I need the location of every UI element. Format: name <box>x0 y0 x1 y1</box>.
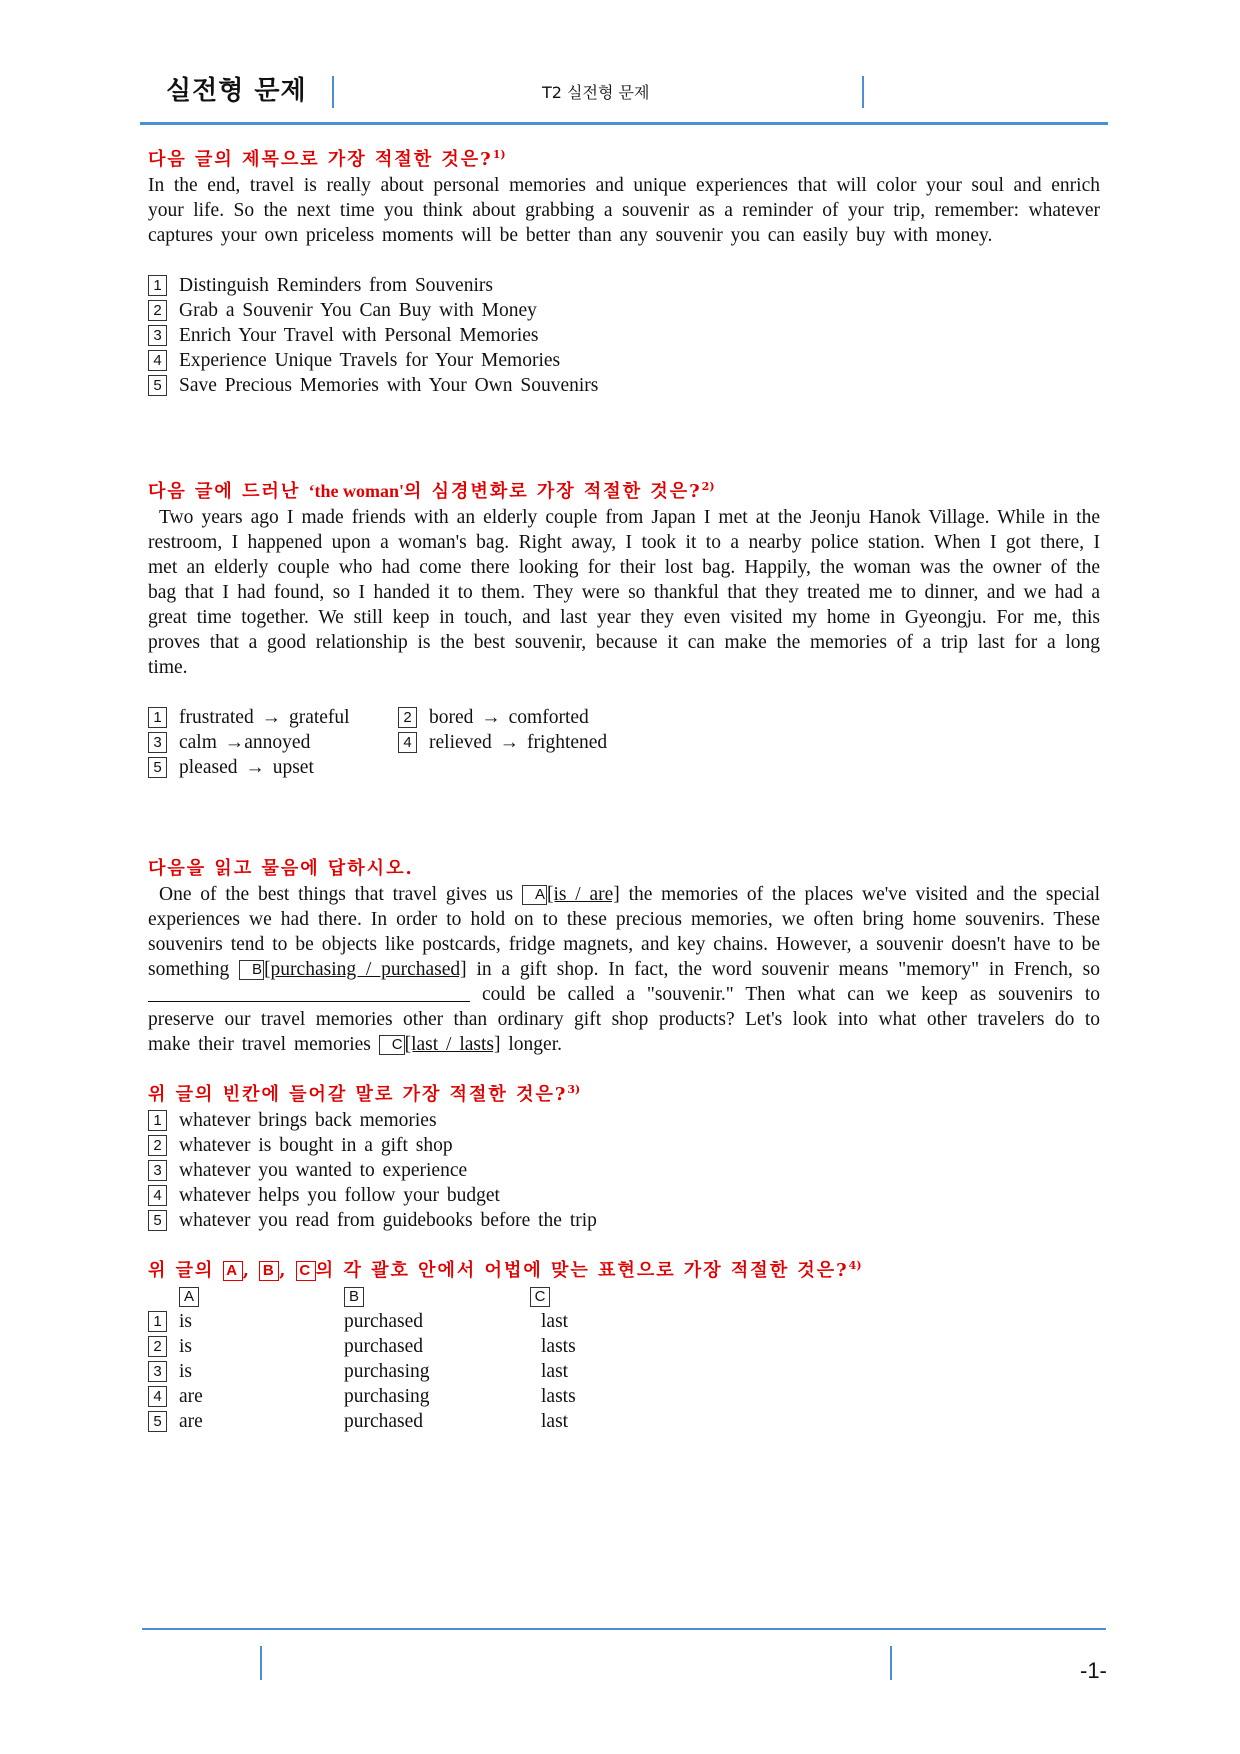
footer-rule <box>142 1628 1106 1630</box>
option[interactable]: 1 is purchased last <box>148 1309 1100 1334</box>
question-title: 위 글의 빈칸에 들어갈 말로 가장 적절한 것은?$^{3)}$ <box>148 1083 581 1105</box>
passage: Two years ago I made friends with an elderly couple from Japan I met at the Jeonju Hanok Village. While in the restroom, I happened upon a woman's bag. Right away, I took it to a nearby police station. When I got there, I met an elderly couple who had come there looking for their lost bag. Happily, the woman was the owner of the bag that I had found, so I handed it to them. They were so thankful that they treated me to dinner, and we had a great time together. We still keep in touch, and last year they even visited my home in Gyeongju. For me, this proves that a good relationship is the best souvenir, because it can make the memories of a trip last for a long time. <box>148 507 1100 678</box>
option[interactable]: 2 is purchased lasts <box>148 1334 1100 1359</box>
worksheet-content <box>148 142 1100 1434</box>
option[interactable]: 4 Experience Unique Travels for Your Memories <box>148 348 1100 373</box>
option[interactable]: 4 relieved → frightened <box>398 730 607 755</box>
column-headers <box>148 1284 1100 1309</box>
column-b-label: B <box>344 1287 364 1307</box>
option[interactable]: 2 Grab a Souvenir You Can Buy with Money <box>148 298 1100 323</box>
option[interactable]: 3 whatever you wanted to experience <box>148 1158 1100 1183</box>
option[interactable]: 3 is purchasing last <box>148 1359 1100 1384</box>
option[interactable]: 5 pleased → upset <box>148 755 1100 780</box>
label-b: B <box>239 960 264 980</box>
question-2 <box>148 474 1100 780</box>
option[interactable]: 5 whatever you read from guidebooks before the trip <box>148 1208 1100 1233</box>
header-divider <box>332 76 334 108</box>
question-title: 다음 글에 드러난 ‘the woman'의 심경변화로 가장 적절한 것은?$^{2)}$ <box>148 480 715 502</box>
footer-divider <box>890 1646 892 1680</box>
question-title: 위 글의 A , B , C 의 각 괄호 안에서 어법에 맞는 표현으로 가장 적절한 것은?$^{4)}$ <box>148 1259 862 1281</box>
passage: One of the best things that travel gives us A [is / are] the memories of the places we've visited and the special experiences we had there. In order to hold on to these precious memories, we often bring home souvenirs. These souvenirs tend to be objects like postcards, fridge magnets, and key chains. However, a souvenir doesn't have to be something B [purchasing / purchased] in a gift shop. In fact, the word souvenir means "memory" in French, so could be called a "souvenir." Then what can we keep as souvenirs to preserve our travel memories other than ordinary gift shop products? Let's look into what other travelers do to make their travel memories C [last / lasts] longer. <box>148 884 1101 1055</box>
label-c: C <box>379 1035 405 1055</box>
option[interactable]: 1 whatever brings back memories <box>148 1108 1100 1133</box>
option[interactable]: 2 whatever is bought in a gift shop <box>148 1133 1100 1158</box>
page-number: -1- <box>1080 1658 1107 1683</box>
option[interactable]: 3 Enrich Your Travel with Personal Memories <box>148 323 1100 348</box>
option[interactable]: 5 are purchased last <box>148 1409 1100 1434</box>
question-1 <box>148 142 1100 398</box>
option[interactable]: 1 Distinguish Reminders from Souvenirs <box>148 273 1100 298</box>
header-divider <box>862 76 864 108</box>
question-4 <box>148 1077 1100 1233</box>
column-a-label: A <box>179 1287 199 1307</box>
question-title: 다음을 읽고 물음에 답하시오. <box>148 858 414 879</box>
question-title: 다음 글의 제목으로 가장 적절한 것은?$^{1)}$ <box>148 148 506 170</box>
column-c-label: C <box>530 1287 550 1307</box>
header-rule <box>140 122 1108 125</box>
option[interactable]: 4 whatever helps you follow your budget <box>148 1183 1100 1208</box>
option[interactable]: 5 Save Precious Memories with Your Own Souvenirs <box>148 373 1100 398</box>
page-title: 실전형 문제 <box>166 76 307 106</box>
option[interactable]: 2 bored → comforted <box>398 705 589 730</box>
option[interactable]: 4 are purchasing lasts <box>148 1384 1100 1409</box>
options-grid <box>148 705 1100 780</box>
question-3 <box>148 856 1100 1057</box>
label-a: A <box>522 885 547 905</box>
blank-line[interactable] <box>148 983 470 1002</box>
option[interactable]: 3 calm →annoyed <box>148 730 1100 755</box>
footer-divider <box>260 1646 262 1680</box>
passage: In the end, travel is really about personal memories and unique experiences that will color your soul and enrich your life. So the next time you think about grabbing a souvenir as a reminder of your trip, remember: whatever captures your own priceless moments will be better than any souvenir you can easily buy with money. <box>148 175 1100 246</box>
option[interactable]: 1 frustrated → grateful <box>148 705 1100 730</box>
question-5 <box>148 1253 1100 1434</box>
page-subtitle: T2 실전형 문제 <box>542 83 650 102</box>
